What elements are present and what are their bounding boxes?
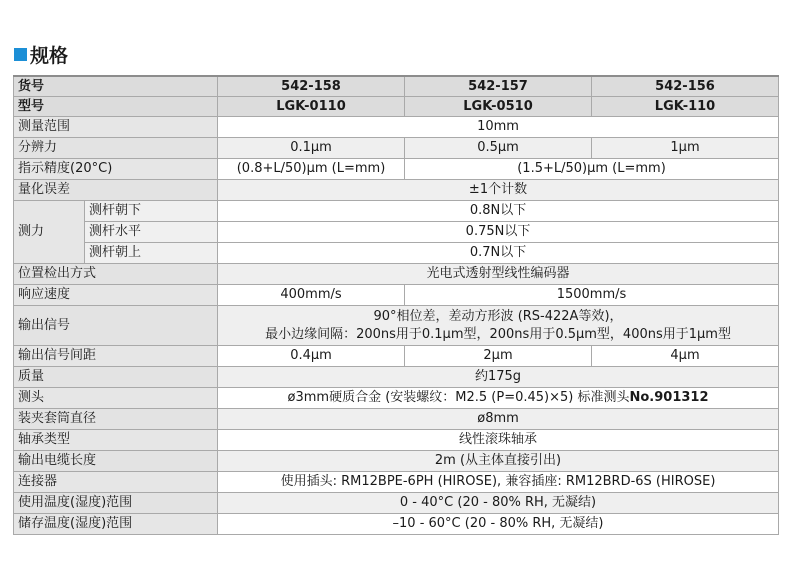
- output-line-2: 最小边缘间隔：200ns用于0.1μm型，200ns用于0.5μm型，400ns用于1μm型: [265, 326, 731, 342]
- table-row-force-down: [14, 201, 779, 222]
- response-1: 400mm/s: [218, 285, 405, 306]
- accuracy-1: (0.8+L/50)μm (L=mm): [218, 159, 405, 180]
- detection-label: 位置检出方式: [14, 264, 218, 285]
- cable-label: 输出电缆长度: [14, 451, 218, 472]
- probe-value: [218, 388, 779, 409]
- force-up-label: 测杆朝上: [85, 243, 218, 264]
- item-no-1: 542-158: [218, 76, 405, 97]
- table-row-accuracy: [14, 159, 779, 180]
- accuracy-label: 指示精度(20°C): [14, 159, 218, 180]
- output-label: 输出信号: [14, 306, 218, 346]
- table-row-pitch: [14, 346, 779, 367]
- output-value: [218, 306, 779, 346]
- model-2: LGK-0510: [405, 97, 592, 117]
- storage-label: 储存温度(湿度)范围: [14, 514, 218, 535]
- item-no-3: 542-156: [592, 76, 779, 97]
- bearing-label: 轴承类型: [14, 430, 218, 451]
- force-up-value: 0.7N以下: [218, 243, 779, 264]
- pitch-label: 输出信号间距: [14, 346, 218, 367]
- stem-value: ø8mm: [218, 409, 779, 430]
- pitch-1: 0.4μm: [218, 346, 405, 367]
- mass-value: 约175g: [218, 367, 779, 388]
- force-horizontal-label: 测杆水平: [85, 222, 218, 243]
- table-row-cable: [14, 451, 779, 472]
- table-row-detection: [14, 264, 779, 285]
- bearing-value: 线性滚珠轴承: [218, 430, 779, 451]
- probe-label: 测头: [14, 388, 218, 409]
- accuracy-2: (1.5+L/50)μm (L=mm): [405, 159, 779, 180]
- table-row-bearing: [14, 430, 779, 451]
- resolution-1: 0.1μm: [218, 138, 405, 159]
- storage-value: –10 - 60°C (20 - 80% RH, 无凝结): [218, 514, 779, 535]
- table-row-storage: [14, 514, 779, 535]
- table-row-response: [14, 285, 779, 306]
- pitch-3: 4μm: [592, 346, 779, 367]
- item-no-2: 542-157: [405, 76, 592, 97]
- section-title-text: 规格: [30, 44, 69, 67]
- title-square-icon: [14, 48, 27, 61]
- table-row-operating: [14, 493, 779, 514]
- table-row-range: [14, 117, 779, 138]
- item-no-label: 货号: [14, 76, 218, 97]
- force-label: 测力: [14, 201, 85, 264]
- table-row-output: [14, 306, 779, 346]
- table-row-item-no: [14, 76, 779, 97]
- range-value: 10mm: [218, 117, 779, 138]
- probe-value-text: ø3mm硬质合金 (安装螺纹：M2.5 (P=0.45)×5) 标准测头: [287, 390, 630, 405]
- spec-table: [13, 75, 779, 535]
- stem-label: 装夹套筒直径: [14, 409, 218, 430]
- force-down-value: 0.8N以下: [218, 201, 779, 222]
- response-label: 响应速度: [14, 285, 218, 306]
- quantization-label: 量化误差: [14, 180, 218, 201]
- resolution-label: 分辨力: [14, 138, 218, 159]
- table-row-force-up: [14, 243, 779, 264]
- force-horizontal-value: 0.75N以下: [218, 222, 779, 243]
- section-title: [14, 42, 68, 66]
- connector-label: 连接器: [14, 472, 218, 493]
- model-1: LGK-0110: [218, 97, 405, 117]
- table-row-mass: [14, 367, 779, 388]
- operating-value: 0 - 40°C (20 - 80% RH, 无凝结): [218, 493, 779, 514]
- cable-value: 2m (从主体直接引出): [218, 451, 779, 472]
- force-down-label: 测杆朝下: [85, 201, 218, 222]
- connector-value: 使用插头: RM12BPE-6PH (HIROSE), 兼容插座: RM12BRD-6S (HIROSE): [218, 472, 779, 493]
- resolution-3: 1μm: [592, 138, 779, 159]
- range-label: 测量范围: [14, 117, 218, 138]
- detection-value: 光电式透射型线性编码器: [218, 264, 779, 285]
- table-row-stem: [14, 409, 779, 430]
- quantization-value: ±1个计数: [218, 180, 779, 201]
- mass-label: 质量: [14, 367, 218, 388]
- table-row-probe: [14, 388, 779, 409]
- table-row-resolution: [14, 138, 779, 159]
- resolution-2: 0.5μm: [405, 138, 592, 159]
- table-row-quantization: [14, 180, 779, 201]
- table-row-force-horizontal: [14, 222, 779, 243]
- table-row-model: [14, 97, 779, 117]
- pitch-2: 2μm: [405, 346, 592, 367]
- output-line-1: 90°相位差，差动方形波 (RS-422A等效)，: [373, 308, 623, 324]
- table-row-connector: [14, 472, 779, 493]
- model-3: LGK-110: [592, 97, 779, 117]
- probe-part-number: No.901312: [629, 390, 709, 405]
- model-label: 型号: [14, 97, 218, 117]
- operating-label: 使用温度(湿度)范围: [14, 493, 218, 514]
- response-2: 1500mm/s: [405, 285, 779, 306]
